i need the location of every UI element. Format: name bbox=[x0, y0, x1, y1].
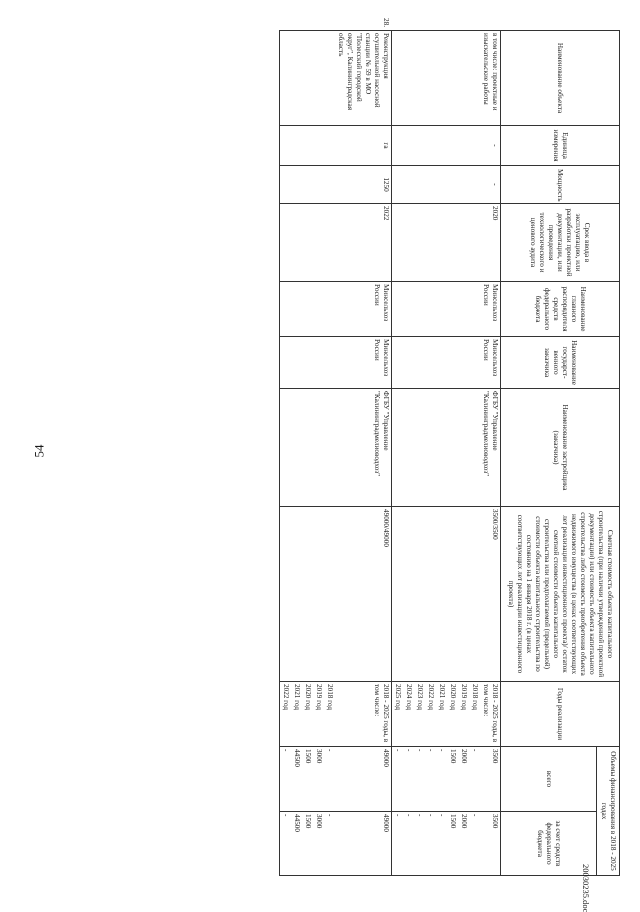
cell-federal: 44500 bbox=[291, 812, 302, 876]
cell-total: 3000 bbox=[313, 747, 324, 812]
cell-year: 2018 - 2025 годы, в том числе: bbox=[335, 682, 392, 747]
cell-developer bbox=[302, 389, 313, 507]
cell-name bbox=[302, 31, 313, 126]
cell-developer bbox=[436, 389, 447, 507]
cell-deadline bbox=[280, 204, 292, 282]
cell-developer bbox=[447, 389, 458, 507]
header-developer: Наименование застройщика (заказчика) bbox=[501, 389, 620, 507]
cell-capacity bbox=[414, 166, 425, 204]
cell-main-manager bbox=[324, 282, 335, 337]
cell-federal: - bbox=[436, 812, 447, 876]
cell-name bbox=[480, 31, 501, 126]
cell-unit bbox=[469, 126, 480, 166]
cell-state-customer bbox=[436, 337, 447, 389]
cell-state-customer bbox=[324, 337, 335, 389]
header-estimated-cost: Сметная стоимость объекта капитального строительства (при наличии утвержденной проектной документации) или стоимость объекта капитального строительства либо стоимость приобретения объекта недвижимого имущества (в ценах соответствующих лет реализации инвестиционного проекта)/ остаток сметной стоимости объекта капитального строительства или предполагаемой (предельной) стоимости объекта капитального строительства по состоянию на 1 января 2018 г. (в ценах соответствующих лет реализации инвестиционного проекта) bbox=[501, 507, 620, 682]
cell-capacity bbox=[447, 166, 458, 204]
cell-year: 2022 год bbox=[280, 682, 292, 747]
cell-developer bbox=[425, 389, 436, 507]
cell-total: 44500 bbox=[291, 747, 302, 812]
table-row bbox=[313, 31, 324, 876]
table-row bbox=[436, 31, 447, 876]
cell-total: - bbox=[425, 747, 436, 812]
cell-unit bbox=[302, 126, 313, 166]
cell-state-customer bbox=[469, 337, 480, 389]
header-deadline: Срок ввода в эксплуатацию, или разработки проектной документации, или проведения технологического и ценового аудита bbox=[501, 204, 620, 282]
cell-capacity bbox=[458, 166, 469, 204]
cell-estimated-cost bbox=[403, 507, 414, 682]
cell-year: 2024 год bbox=[403, 682, 414, 747]
cell-year: 2020 год bbox=[302, 682, 313, 747]
cell-estimated-cost: 49000/49000 bbox=[335, 507, 392, 682]
cell-main-manager bbox=[280, 282, 292, 337]
cell-capacity bbox=[313, 166, 324, 204]
cell-developer bbox=[291, 389, 302, 507]
cell-developer bbox=[324, 389, 335, 507]
cell-year: 2019 год bbox=[313, 682, 324, 747]
cell-federal: - bbox=[469, 812, 480, 876]
cell-federal: 3500 bbox=[480, 812, 501, 876]
cell-state-customer: Минсельхоз России bbox=[335, 337, 392, 389]
cell-unit bbox=[425, 126, 436, 166]
cell-total: 1500 bbox=[302, 747, 313, 812]
cell-year: 2018 - 2025 годы, в том числе: bbox=[480, 682, 501, 747]
cell-main-manager bbox=[392, 282, 404, 337]
cell-state-customer: Минсельхоз России bbox=[480, 337, 501, 389]
cell-main-manager bbox=[469, 282, 480, 337]
header-unit: Единица измерения bbox=[501, 126, 620, 166]
table-row bbox=[392, 31, 404, 876]
cell-estimated-cost bbox=[458, 507, 469, 682]
cell-state-customer bbox=[425, 337, 436, 389]
cell-unit: га bbox=[335, 126, 392, 166]
cell-year: 2025 год bbox=[392, 682, 404, 747]
cell-total: - bbox=[403, 747, 414, 812]
cell-unit bbox=[436, 126, 447, 166]
cell-name bbox=[392, 31, 404, 126]
cell-developer: ФГБУ "Управление "Калининградмелиоводхоз" bbox=[335, 389, 392, 507]
cell-deadline bbox=[469, 204, 480, 282]
cell-deadline bbox=[425, 204, 436, 282]
header-state-customer: Наименование государст- венного заказчика bbox=[501, 337, 620, 389]
cell-unit bbox=[280, 126, 292, 166]
cell-name bbox=[447, 31, 458, 126]
cell-unit bbox=[447, 126, 458, 166]
cell-estimated-cost bbox=[392, 507, 404, 682]
table-row bbox=[480, 31, 501, 876]
cell-estimated-cost bbox=[469, 507, 480, 682]
cell-state-customer bbox=[313, 337, 324, 389]
cell-name bbox=[335, 18, 392, 126]
cell-estimated-cost bbox=[414, 507, 425, 682]
cell-name bbox=[291, 31, 302, 126]
cell-total: 49000 bbox=[335, 747, 392, 812]
cell-federal: 2000 bbox=[458, 812, 469, 876]
cell-capacity bbox=[436, 166, 447, 204]
cell-estimated-cost bbox=[425, 507, 436, 682]
cell-name bbox=[280, 31, 292, 126]
header-years: Годы реализации bbox=[501, 682, 620, 747]
table-body bbox=[280, 18, 501, 876]
cell-capacity: - bbox=[480, 166, 501, 204]
cell-year: 2020 год bbox=[447, 682, 458, 747]
table-row bbox=[324, 31, 335, 876]
header-row bbox=[597, 31, 620, 876]
cell-capacity bbox=[469, 166, 480, 204]
header-federal: за счет средств федерального бюджета bbox=[501, 812, 597, 876]
cell-main-manager bbox=[436, 282, 447, 337]
cell-main-manager bbox=[458, 282, 469, 337]
table-row bbox=[403, 31, 414, 876]
cell-capacity bbox=[392, 166, 404, 204]
cell-year: 2018 год bbox=[469, 682, 480, 747]
cell-total: 2000 bbox=[458, 747, 469, 812]
cell-capacity bbox=[291, 166, 302, 204]
cell-developer bbox=[280, 389, 292, 507]
table-row bbox=[291, 31, 302, 876]
header-main-manager: Наименование главного распорядителя средств федерального бюджета bbox=[501, 282, 620, 337]
cell-state-customer bbox=[447, 337, 458, 389]
cell-total: 1500 bbox=[447, 747, 458, 812]
cell-deadline bbox=[447, 204, 458, 282]
header-capacity: Мощность bbox=[501, 166, 620, 204]
cell-main-manager bbox=[447, 282, 458, 337]
cell-deadline bbox=[392, 204, 404, 282]
cell-federal: 3000 bbox=[313, 812, 324, 876]
cell-federal: 1500 bbox=[302, 812, 313, 876]
investment-table bbox=[279, 18, 620, 876]
cell-year: 2021 год bbox=[291, 682, 302, 747]
cell-estimated-cost bbox=[291, 507, 302, 682]
cell-name bbox=[458, 31, 469, 126]
cell-name bbox=[403, 31, 414, 126]
object-name: в том числе: проектные и изыскательские работы bbox=[482, 33, 499, 111]
document-id: 20030235.doc bbox=[581, 864, 591, 912]
cell-capacity bbox=[425, 166, 436, 204]
cell-capacity bbox=[280, 166, 292, 204]
header-name: Наименование объекта bbox=[501, 31, 620, 126]
cell-total: - bbox=[280, 747, 292, 812]
cell-unit bbox=[414, 126, 425, 166]
cell-main-manager bbox=[414, 282, 425, 337]
cell-federal: - bbox=[414, 812, 425, 876]
cell-deadline bbox=[403, 204, 414, 282]
object-name: Реконструкция осушительной насосной станции № 59 в МО "Полесский городской округ", Калининградская область bbox=[337, 33, 390, 111]
header-financing: Объемы финансирования в 2018 - 2025 годах bbox=[597, 747, 620, 876]
cell-total: - bbox=[392, 747, 404, 812]
cell-total: - bbox=[414, 747, 425, 812]
cell-estimated-cost: 3500/3500 bbox=[480, 507, 501, 682]
cell-state-customer bbox=[302, 337, 313, 389]
cell-federal: 49000 bbox=[335, 812, 392, 876]
cell-capacity bbox=[403, 166, 414, 204]
cell-deadline bbox=[414, 204, 425, 282]
cell-deadline bbox=[324, 204, 335, 282]
cell-federal: - bbox=[425, 812, 436, 876]
cell-unit bbox=[392, 126, 404, 166]
cell-main-manager bbox=[291, 282, 302, 337]
cell-developer bbox=[403, 389, 414, 507]
cell-estimated-cost bbox=[280, 507, 292, 682]
table-row bbox=[280, 31, 292, 876]
cell-main-manager bbox=[403, 282, 414, 337]
cell-deadline bbox=[291, 204, 302, 282]
cell-estimated-cost bbox=[324, 507, 335, 682]
cell-main-manager bbox=[313, 282, 324, 337]
cell-total: - bbox=[324, 747, 335, 812]
cell-year: 2019 год bbox=[458, 682, 469, 747]
cell-total: 3500 bbox=[480, 747, 501, 812]
cell-developer: ФГБУ "Управление "Калининградмелиоводхоз" bbox=[480, 389, 501, 507]
cell-capacity: 1250 bbox=[335, 166, 392, 204]
cell-estimated-cost bbox=[313, 507, 324, 682]
cell-federal: - bbox=[280, 812, 292, 876]
table-row bbox=[458, 31, 469, 876]
table-row bbox=[469, 31, 480, 876]
cell-deadline: 2022 bbox=[335, 204, 392, 282]
cell-name bbox=[436, 31, 447, 126]
cell-estimated-cost bbox=[447, 507, 458, 682]
cell-year: 2018 год bbox=[324, 682, 335, 747]
cell-deadline bbox=[302, 204, 313, 282]
cell-state-customer bbox=[414, 337, 425, 389]
cell-unit bbox=[291, 126, 302, 166]
cell-unit bbox=[403, 126, 414, 166]
cell-year: 2023 год bbox=[414, 682, 425, 747]
row-number: 28. bbox=[382, 18, 390, 27]
cell-federal: 1500 bbox=[447, 812, 458, 876]
cell-estimated-cost bbox=[302, 507, 313, 682]
table-row bbox=[335, 31, 392, 876]
cell-unit bbox=[458, 126, 469, 166]
cell-federal: - bbox=[324, 812, 335, 876]
cell-main-manager bbox=[425, 282, 436, 337]
cell-state-customer bbox=[392, 337, 404, 389]
cell-deadline: 2020 bbox=[480, 204, 501, 282]
rotated-table-container bbox=[100, 18, 620, 875]
cell-state-customer bbox=[280, 337, 292, 389]
cell-state-customer bbox=[291, 337, 302, 389]
cell-name bbox=[414, 31, 425, 126]
cell-unit: - bbox=[480, 126, 501, 166]
cell-unit bbox=[313, 126, 324, 166]
cell-year: 2022 год bbox=[425, 682, 436, 747]
cell-federal: - bbox=[403, 812, 414, 876]
header-total: всего bbox=[501, 747, 597, 812]
cell-developer bbox=[313, 389, 324, 507]
cell-state-customer bbox=[403, 337, 414, 389]
cell-unit bbox=[324, 126, 335, 166]
cell-name bbox=[425, 31, 436, 126]
cell-state-customer bbox=[458, 337, 469, 389]
cell-main-manager bbox=[302, 282, 313, 337]
cell-deadline bbox=[436, 204, 447, 282]
cell-name bbox=[324, 31, 335, 126]
cell-developer bbox=[414, 389, 425, 507]
cell-capacity bbox=[302, 166, 313, 204]
table-row bbox=[447, 31, 458, 876]
page-number: 54 bbox=[31, 444, 47, 458]
table-row bbox=[425, 31, 436, 876]
cell-total: - bbox=[436, 747, 447, 812]
cell-developer bbox=[458, 389, 469, 507]
cell-deadline bbox=[458, 204, 469, 282]
cell-name bbox=[469, 31, 480, 126]
table-row bbox=[414, 31, 425, 876]
cell-federal: - bbox=[392, 812, 404, 876]
cell-deadline bbox=[313, 204, 324, 282]
cell-total: - bbox=[469, 747, 480, 812]
cell-main-manager: Минсельхоз России bbox=[480, 282, 501, 337]
cell-developer bbox=[392, 389, 404, 507]
cell-estimated-cost bbox=[436, 507, 447, 682]
cell-main-manager: Минсельхоз России bbox=[335, 282, 392, 337]
table-row bbox=[302, 31, 313, 876]
cell-name bbox=[313, 31, 324, 126]
cell-capacity bbox=[324, 166, 335, 204]
cell-year: 2021 год bbox=[436, 682, 447, 747]
cell-developer bbox=[469, 389, 480, 507]
